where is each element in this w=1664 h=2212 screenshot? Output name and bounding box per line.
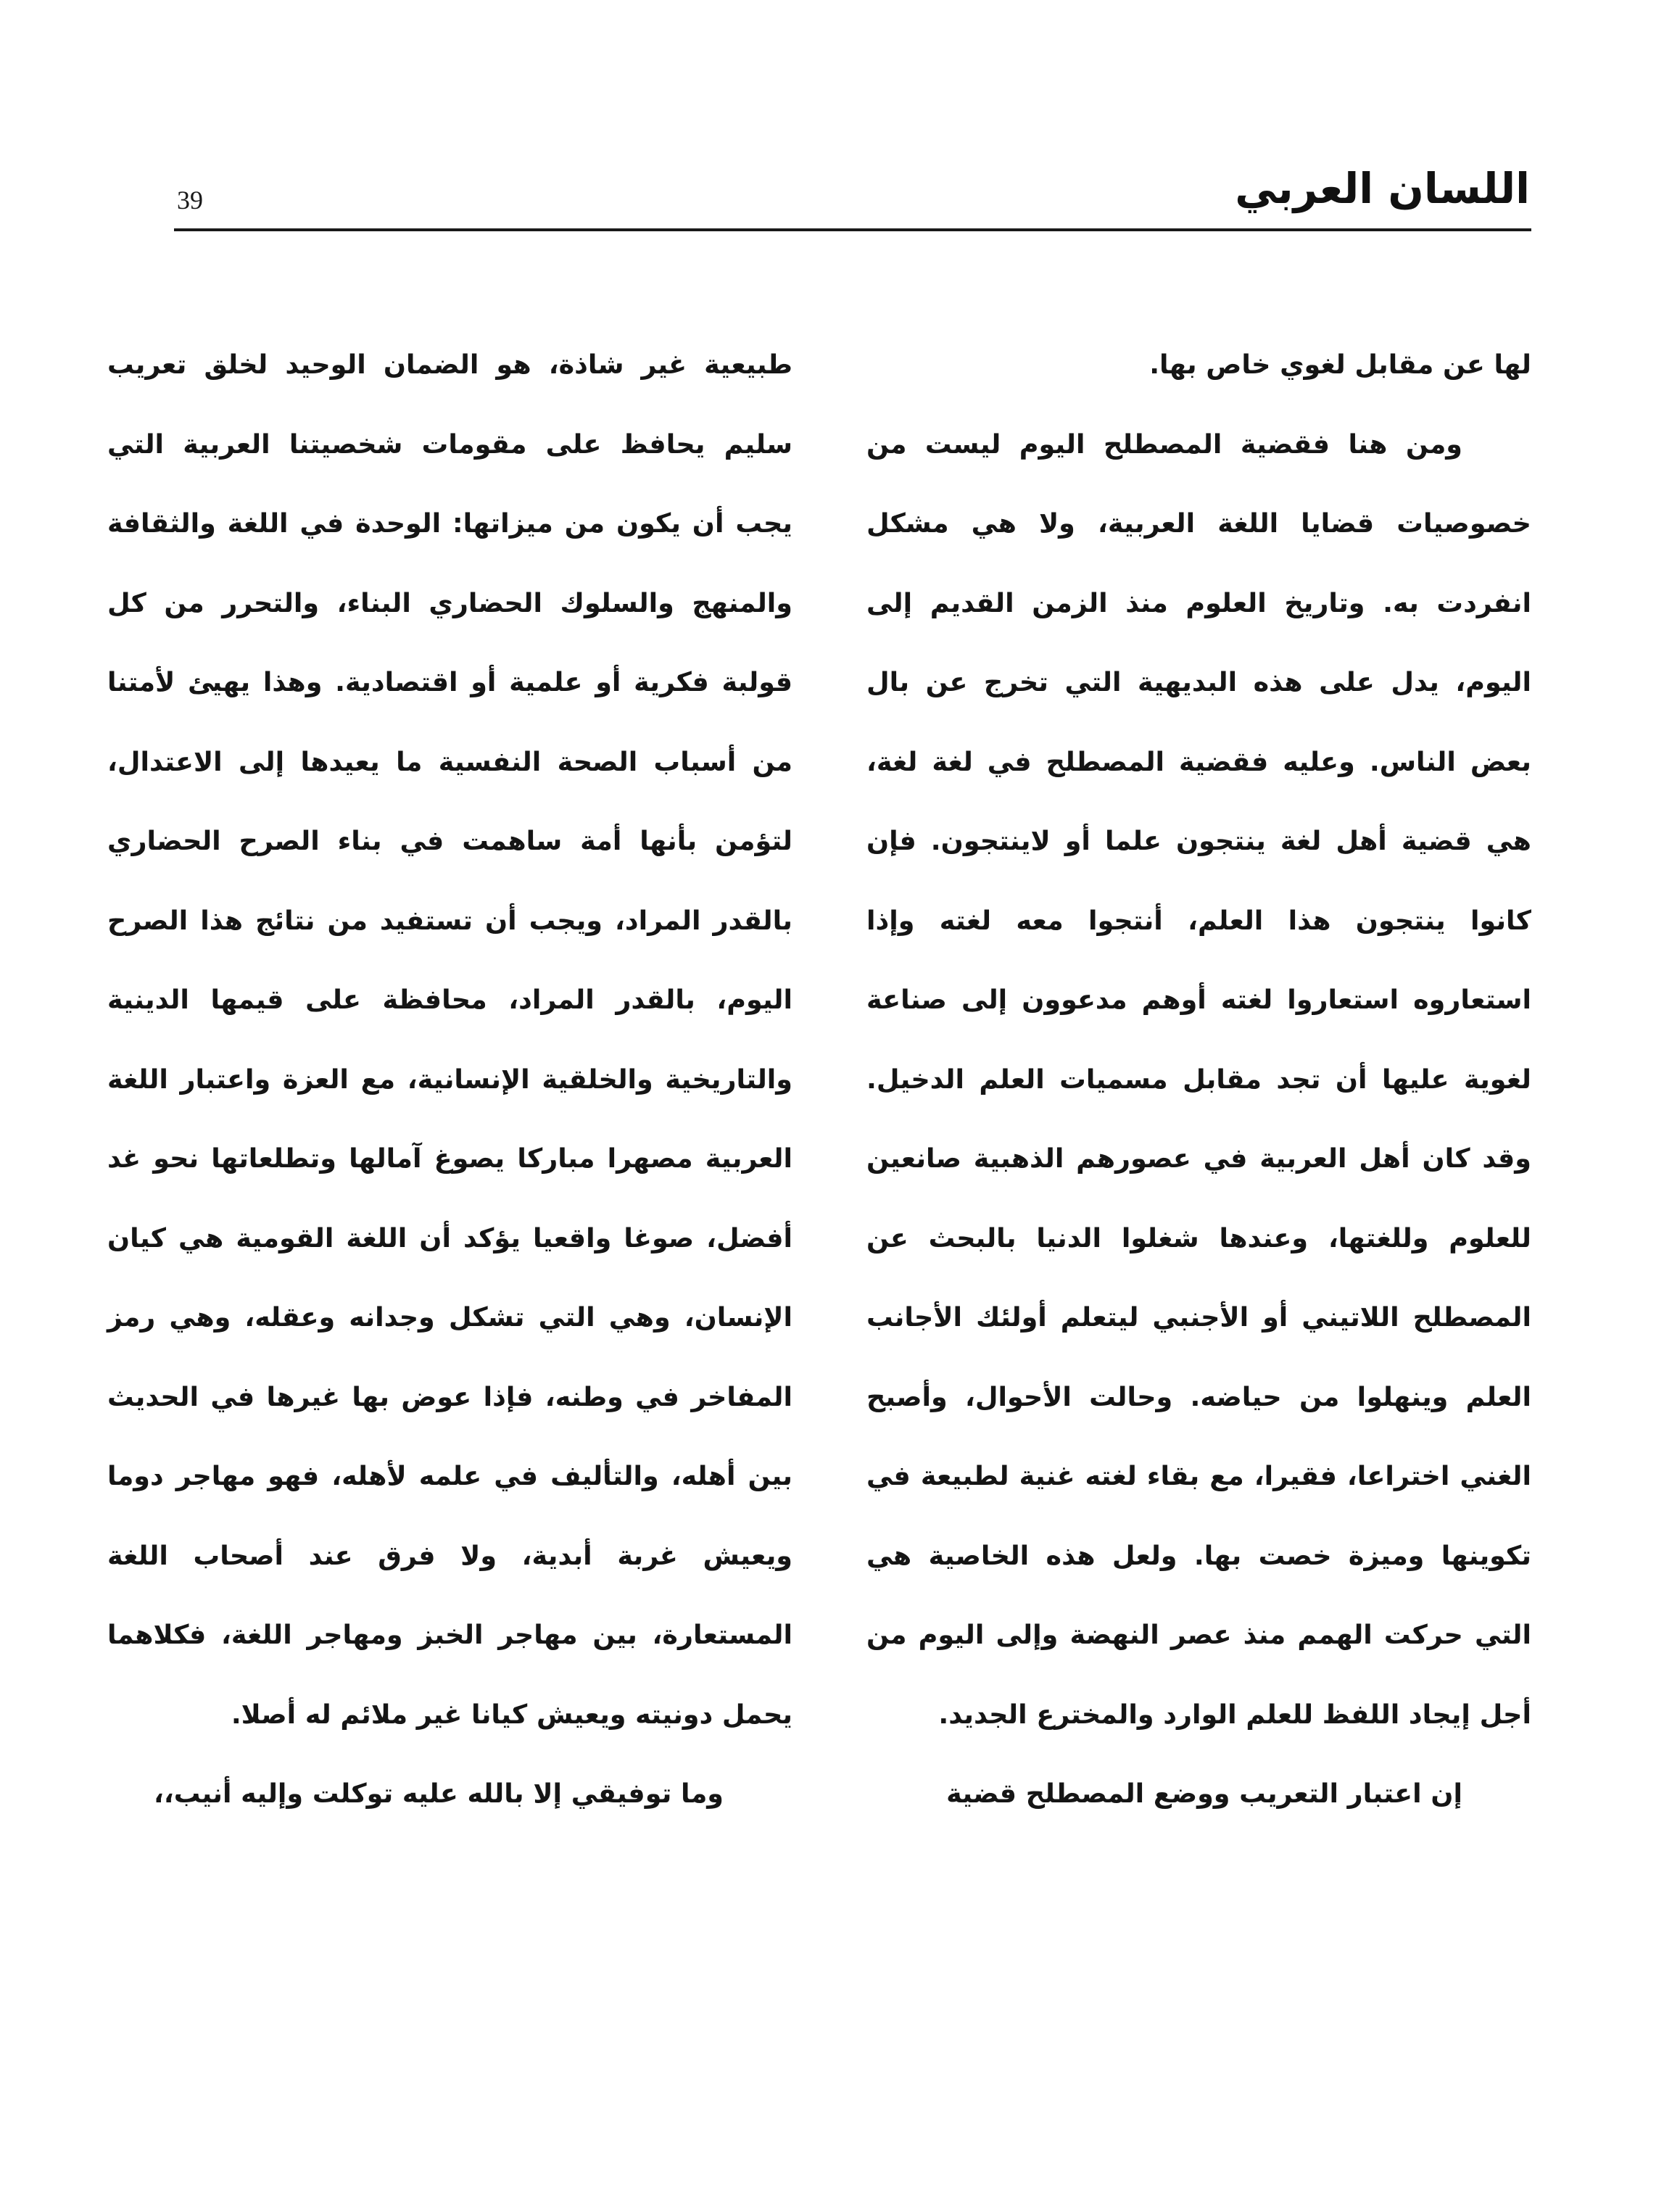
paragraph: ومن هنا فقضية المصطلح اليوم ليست من خصوصيات قضايا اللغة العربية، ولا هي مشكل انفردت به. وتاريخ العلوم منذ الزمن القديم إلى اليوم، يدل على هذه البديهية التي تخرج عن بال بعض الناس. وعليه فقضية المصطلح في لغة لغة، هي قضية أهل لغة ينتجون علما أو لاينتجون. فإن كانوا ينتجون هذا العلم، أنتجوا معه لغته وإذا استعاروه استعاروا لغته أوهم مدعوون إلى صناعة لغوية عليها أن تجد مقابل مسميات العلم الدخيل. وقد كان أهل العربية في عصورهم الذهبية صانعين للعلوم وللغتها، وعندها شغلوا الدنيا بالبحث عن المصطلح اللاتيني أو الأجنبي ليتعلم أولئك الأجانب العلم وينهلوا من حياضه. وحالت الأحوال، وأصبح الغني اختراعا، فقيرا، مع بقاء لغته غنية لطبيعة في تكوينها وميزة خصت بها. ولعل هذه الخاصية هي التي حركت الهمم منذ عصر النهضة وإلى اليوم من أجل إيجاد اللفظ للعلم الوارد والمخترع الجديد. xyxy=(866,428,1531,1730)
right-text-column xyxy=(866,325,1531,1834)
header-divider xyxy=(174,228,1531,231)
journal-title-logo: اللسان العربي xyxy=(1235,164,1530,213)
page-header xyxy=(174,163,1530,230)
paragraph: لها عن مقابل لغوي خاص بها. xyxy=(1149,349,1531,380)
left-text-column xyxy=(107,325,792,1834)
paragraph: طبيعية غير شاذة، هو الضمان الوحيد لخلق تعريب سليم يحافظ على مقومات شخصيتنا العربية التي يجب أن يكون من ميزاتها: الوحدة في اللغة والثقافة والمنهج والسلوك الحضاري البناء، والتحرر من كل قولبة فكرية أو علمية أو اقتصادية. وهذا يهيئ لأمتنا من أسباب الصحة النفسية ما يعيدها إلى الاعتدال، لتؤمن بأنها أمة ساهمت في بناء الصرح الحضاري بالقدر المراد، ويجب أن تستفيد من نتائج هذا الصرح اليوم، بالقدر المراد، محافظة على قيمها الدينية والتاريخية والخلقية الإنسانية، مع العزة واعتبار اللغة العربية مصهرا مباركا يصوغ آمالها وتطلعاتها نحو غد أفضل، صوغا واقعيا يؤكد أن اللغة القومية هي كيان الإنسان، وهي التي تشكل وجدانه وعقله، وهي رمز المفاخر في وطنه، فإذا عوض بها غيرها في الحديث بين أهله، والتأليف في علمه لأهله، فهو مهاجر دوما ويعيش غربة أبدية، ولا فرق عند أصحاب اللغة المستعارة، بين مهاجر الخبز ومهاجر اللغة، فكلاهما يحمل دونيته ويعيش كيانا غير ملائم له أصلا. xyxy=(107,349,792,1730)
page-number: 39 xyxy=(177,186,203,215)
closing-paragraph: وما توفيقي إلا بالله عليه توكلت وإليه أنيب،، xyxy=(153,1778,724,1809)
paragraph: إن اعتبار التعريب ووضع المصطلح قضية xyxy=(946,1778,1462,1809)
